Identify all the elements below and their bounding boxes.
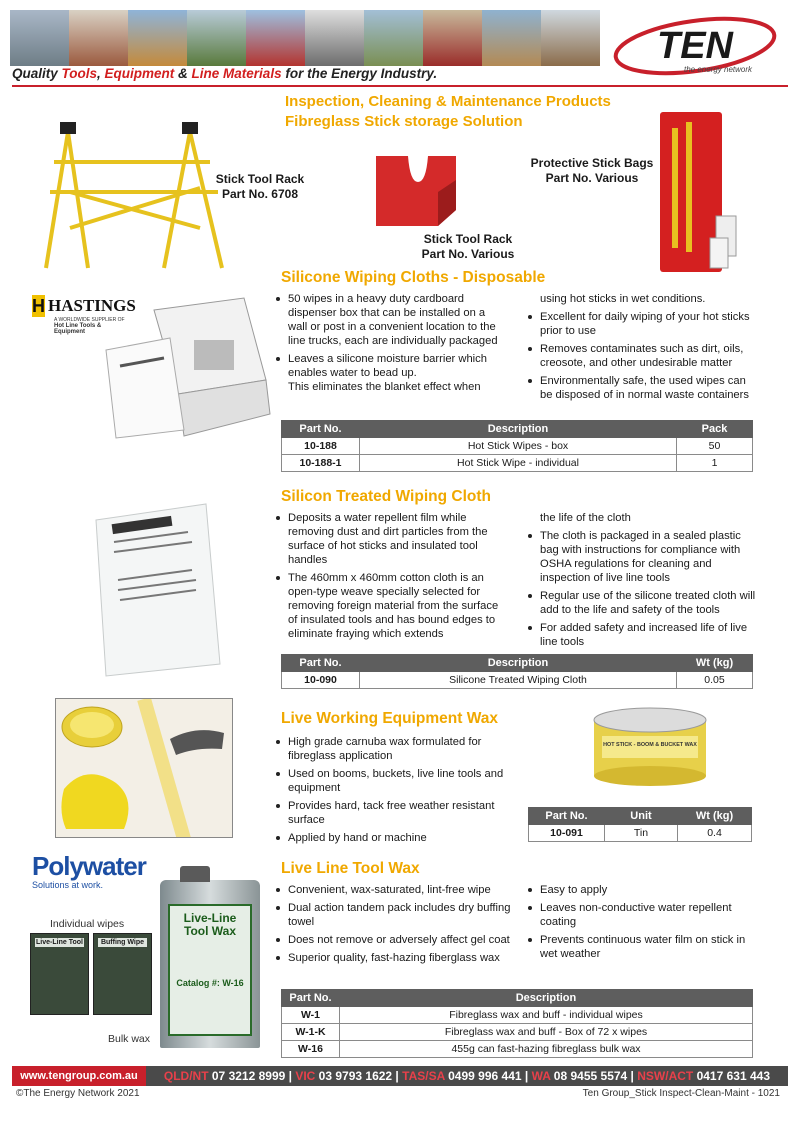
wipe-packet-1: Live-Line Tool [30, 933, 89, 1015]
table-tool-wax [281, 989, 753, 1058]
bullet-item: Superior quality, fast-hazing fiberglass wax [274, 951, 514, 965]
individual-wipes-caption: Individual wipes [50, 918, 125, 930]
red-rack-image [368, 152, 463, 230]
bullet-item: The cloth is packaged in a sealed plastic bag with instructions for compliance with OSHA regulations for cleaning and inspection of live line tools [526, 529, 758, 585]
section-title-equipment-wax: Live Working Equipment Wax [281, 710, 499, 727]
stick-tool-rack-image [40, 118, 230, 280]
table-row: W-1-K Fibreglass wax and buff - Box of 72 x wipes [282, 1024, 753, 1041]
footer-document-ref: Ten Group_Stick Inspect-Clean-Maint - 1021 [582, 1088, 780, 1099]
bullet-item: Does not remove or adversely affect gel coat [274, 933, 514, 947]
bullet-item: Excellent for daily wiping of your hot sticks prior to use [526, 310, 758, 338]
wax-photo [56, 699, 233, 838]
silicon-treated-left-col [274, 511, 506, 645]
footer-copyright: ©The Energy Network 2021 [16, 1088, 140, 1099]
section-title-silicone-disposable: Silicone Wiping Cloths - Disposable [281, 269, 546, 286]
svg-text:the energy network: the energy network [683, 65, 753, 74]
bullet-item: The 460mm x 460mm cotton cloth is an open-type weave specially selected for removing foreign material from the surface of insulated tools and has bound edges to eliminate fraying which extends [274, 571, 506, 641]
table-header-row: Part No. Description Pack [282, 421, 753, 438]
bullet-item: For added safety and increased life of live line tools [526, 621, 758, 649]
bulk-wax-caption: Bulk wax [108, 1033, 151, 1045]
can-label: Live-Line Tool Wax Catalog #: W-16 [168, 904, 252, 1036]
rack1-caption: Stick Tool Rack Part No. 6708 [215, 172, 305, 201]
wipe-packet-2: Buffing Wipe [93, 933, 152, 1015]
bullet-item: Provides hard, tack free weather resistant surface [274, 799, 514, 827]
equipment-wax-bullets [274, 735, 514, 849]
table-equipment-wax [528, 807, 752, 842]
footer-phone-numbers: QLD/NT 07 3212 8999 | VIC 03 9793 1622 | TAS/SA 0499 996 441 | WA 08 9455 5574 | NSW/ACT 0417 631 443 [163, 1069, 770, 1083]
table-row: 10-188-1 Hot Stick Wipe - individual 1 [282, 455, 753, 472]
tool-wax-right-col [526, 883, 758, 965]
wipes-box-image [94, 290, 272, 448]
polywater-logo: Polywater Solutions at work. [32, 851, 146, 890]
table-silicon-treated [281, 654, 753, 689]
wax-tin-image [590, 706, 710, 788]
table-row: 10-188 Hot Stick Wipes - box 50 [282, 438, 753, 455]
bullet-item: Deposits a water repellent film while removing dust and dirt particles from the surface of hot sticks and insulated tool handles [274, 511, 506, 567]
section-title-tool-wax: Live Line Tool Wax [281, 860, 420, 877]
bullet-item: Used on booms, buckets, live line tools and equipment [274, 767, 514, 795]
svg-text:TEN: TEN [657, 25, 733, 67]
bullet-continuation: This eliminates the blanket effect when [288, 381, 481, 393]
bullet-item: Easy to apply [526, 883, 758, 897]
table-header-row: Part No. Unit Wt (kg) [529, 808, 752, 825]
tool-wax-left-col [274, 883, 514, 969]
table-row: W-16 455g can fast-hazing fibreglass bulk wax [282, 1041, 753, 1058]
tagline: Quality Tools, Equipment & Line Materials for the Energy Industry. [12, 66, 438, 81]
bullet-continuation: the life of the cloth [540, 512, 631, 524]
bullet-item: Prevents continuous water film on stick in wet weather [526, 933, 758, 961]
wax-application-image [55, 698, 233, 838]
header-photo-strip [10, 10, 600, 66]
table-row: 10-090 Silicone Treated Wiping Cloth 0.05 [282, 672, 753, 689]
bullet-item: Convenient, wax-saturated, lint-free wipe [274, 883, 514, 897]
footer-website-link[interactable]: www.tengroup.com.au [12, 1066, 146, 1086]
treated-cloth-bag-image [88, 500, 228, 680]
silicon-treated-right-col [526, 511, 758, 653]
bullet-item: Leaves non-conductive water repellent coating [526, 901, 758, 929]
page-title: Inspection, Cleaning & Maintenance Products Fibreglass Stick storage Solution [285, 93, 611, 130]
rack2-caption: Stick Tool Rack Part No. Various [421, 232, 515, 261]
section-title-silicon-treated: Silicon Treated Wiping Cloth [281, 488, 491, 505]
bullet-item: Removes contaminates such as dirt, oils, creosote, and other undesirable matter [526, 342, 758, 370]
ten-logo [610, 14, 780, 82]
header-divider [12, 85, 788, 87]
bullet-item: High grade carnuba wax formulated for fibreglass application [274, 735, 514, 763]
bullet-item: Applied by hand or machine [274, 831, 514, 845]
silicone-disposable-right-col [526, 292, 758, 406]
bulk-wax-can-image [160, 880, 260, 1048]
bullet-item: Leaves a silicone moisture barrier which enables water to bead up. [274, 352, 506, 380]
bullet-item: Environmentally safe, the used wipes can be disposed of in normal waste containers [526, 374, 758, 402]
bullet-item: Regular use of the silicone treated cloth will add to the life and safety of the tools [526, 589, 758, 617]
bullet-continuation: using hot sticks in wet conditions. [540, 293, 706, 305]
bullet-item: 50 wipes in a heavy duty cardboard dispenser box that can be installed on a wall or post in a convenient location to the line trucks, each are individually packaged [274, 292, 506, 348]
table-row: 10-091 Tin 0.4 [529, 825, 752, 842]
table-row: W-1 Fibreglass wax and buff - individual wipes [282, 1007, 753, 1024]
bullet-item: Dual action tandem pack includes dry buffing towel [274, 901, 514, 929]
bags-caption: Protective Stick Bags Part No. Various [530, 156, 654, 185]
hastings-logo: H HASTINGS A WORLDWIDE SUPPLIER OF Hot Line Tools & Equipment [32, 296, 136, 335]
table-header-row: Part No. Description [282, 990, 753, 1007]
silicone-disposable-left-col [274, 292, 506, 398]
protective-bags-image [658, 108, 738, 276]
hastings-h-icon: H [32, 296, 45, 316]
table-header-row: Part No. Description Wt (kg) [282, 655, 753, 672]
svg-text:HOT STICK - BOOM & BUCKET WAX: HOT STICK - BOOM & BUCKET WAX [603, 742, 697, 748]
individual-wipes-image [30, 933, 152, 1015]
can-cap [180, 866, 210, 882]
table-silicone-disposable [281, 420, 753, 472]
